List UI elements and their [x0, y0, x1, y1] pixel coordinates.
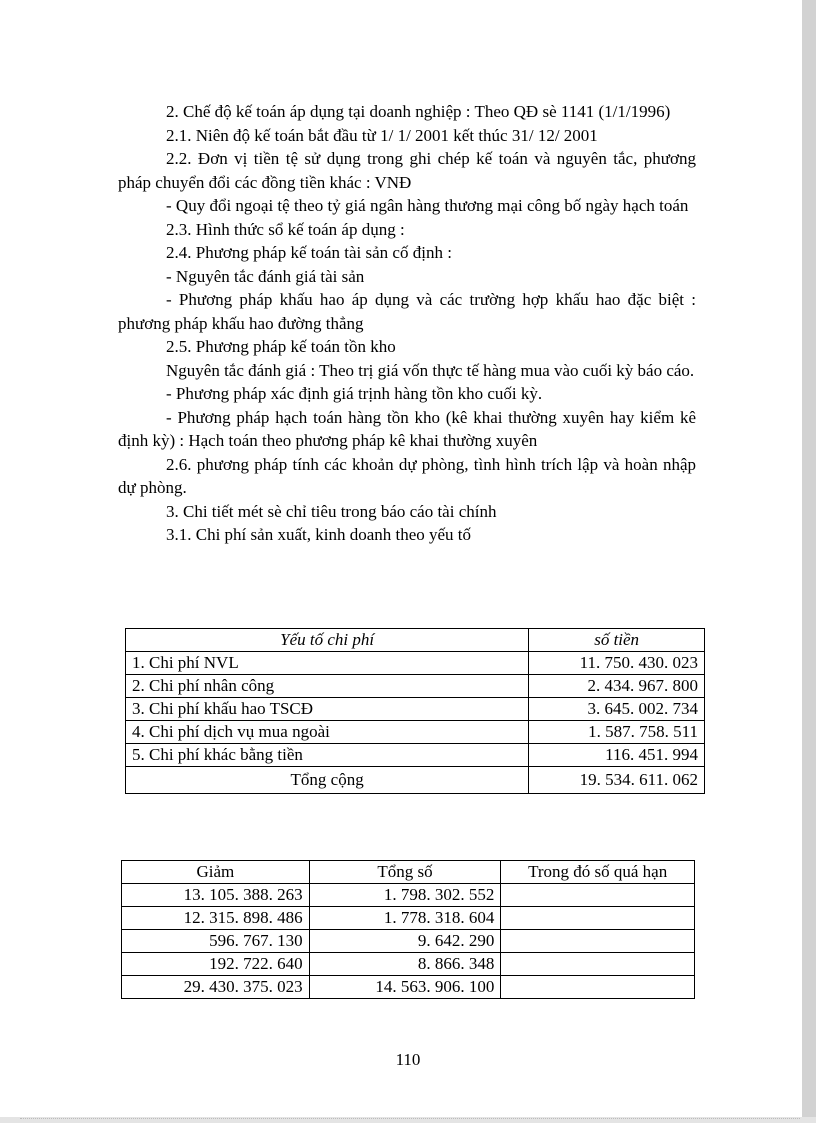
- cost-amount-cell: 116. 451. 994: [529, 744, 705, 767]
- debt-decrease-cell: 596. 767. 130: [122, 930, 310, 953]
- debt-overdue-cell: [501, 884, 695, 907]
- paragraph: 2.2. Đơn vị tiền tệ sử dụng trong ghi chép kế toán và nguyên tắc, phương pháp chuyển đổi các đồng tiền khác : VNĐ: [118, 149, 696, 192]
- debt-decrease-cell: 13. 105. 388. 263: [122, 884, 310, 907]
- paragraph: Nguyên tắc đánh giá : Theo trị giá vốn thực tế hàng mua vào cuối kỳ báo cáo.: [166, 360, 695, 380]
- cost-element-cell: 1. Chi phí NVL: [126, 652, 529, 675]
- debt-table-row: [122, 953, 695, 976]
- debt-header-overdue: Trong đó số quá hạn: [501, 861, 695, 884]
- cost-element-cell: 5. Chi phí khác bằng tiền: [126, 744, 529, 767]
- cost-element-cell: 2. Chi phí nhân công: [126, 675, 529, 698]
- page-footer-rule: [20, 1118, 800, 1119]
- debt-table-row: [122, 976, 695, 999]
- debt-overdue-cell: [501, 976, 695, 999]
- debt-total-cell: 9. 642. 290: [309, 930, 501, 953]
- paragraph: - Quy đổi ngoại tệ theo tỷ giá ngân hàng thương mại công bố ngày hạch toán: [166, 196, 689, 215]
- cost-table-row: [126, 675, 705, 698]
- cost-header-amount: số tiền: [529, 629, 705, 652]
- debt-table-header-row: [122, 861, 695, 884]
- paragraph: 2.1. Niên độ kế toán bắt đầu từ 1/ 1/ 2001 kết thúc 31/ 12/ 2001: [166, 125, 598, 145]
- paragraph: 2.6. phương pháp tính các khoản dự phòng, tình hình trích lập và hoàn nhập dự phòng.: [118, 454, 696, 497]
- paragraph: - Phương pháp xác định giá trịnh hàng tồn kho cuối kỳ.: [166, 384, 543, 403]
- debt-table-row: [122, 907, 695, 930]
- cost-by-element-table: [125, 628, 705, 794]
- paragraph: 2.3. Hình thức sổ kế toán áp dụng :: [166, 219, 405, 239]
- paragraph: - Phương pháp khấu hao áp dụng và các trường hợp khấu hao đặc biệt : phương pháp khấu hao đường thẳng: [118, 290, 696, 333]
- debt-table-row: [122, 930, 695, 953]
- debt-overdue-cell: [501, 930, 695, 953]
- page-edge-shadow: [802, 0, 816, 1123]
- debt-total-cell: 1. 778. 318. 604: [309, 907, 501, 930]
- cost-total-label: Tổng cộng: [126, 767, 529, 794]
- debt-header-decrease: Giảm: [122, 861, 310, 884]
- debt-total-cell: 8. 866. 348: [309, 953, 501, 976]
- page-number: 110: [395, 1050, 421, 1069]
- body-text: [118, 100, 696, 547]
- debt-decrease-cell: 29. 430. 375. 023: [122, 976, 310, 999]
- paragraph: 2.5. Phương pháp kế toán tồn kho: [166, 337, 396, 356]
- cost-amount-cell: 2. 434. 967. 800: [529, 675, 705, 698]
- cost-amount-cell: 1. 587. 758. 511: [529, 721, 705, 744]
- paragraph: - Phương pháp hạch toán hàng tồn kho (kê khai thường xuyên hay kiểm kê định kỳ) : Hạch toán theo phương pháp kê khai thường xuyên: [118, 407, 696, 450]
- cost-total-value: 19. 534. 611. 062: [529, 767, 705, 794]
- debt-decrease-cell: 12. 315. 898. 486: [122, 907, 310, 930]
- paragraph: - Nguyên tắc đánh giá tài sản: [166, 266, 365, 286]
- cost-table-row: [126, 721, 705, 744]
- cost-total-row: [126, 767, 705, 794]
- debt-overdue-cell: [501, 953, 695, 976]
- cost-element-cell: 4. Chi phí dịch vụ mua ngoài: [126, 721, 529, 744]
- debt-table: [121, 860, 695, 999]
- debt-total-cell: 14. 563. 906. 100: [309, 976, 501, 999]
- debt-header-total: Tổng số: [309, 861, 501, 884]
- debt-decrease-cell: 192. 722. 640: [122, 953, 310, 976]
- paragraph: 2. Chế độ kế toán áp dụng tại doanh nghiệp : Theo QĐ sè 1141 (1/1/1996): [166, 102, 671, 121]
- debt-total-cell: 1. 798. 302. 552: [309, 884, 501, 907]
- paragraph: 3. Chi tiết mét sè chỉ tiêu trong báo cáo tài chính: [166, 501, 497, 521]
- paragraph: 2.4. Phương pháp kế toán tài sản cố định :: [166, 243, 452, 262]
- cost-table-row: [126, 698, 705, 721]
- paragraph: 3.1. Chi phí sản xuất, kinh doanh theo yếu tố: [166, 525, 472, 544]
- cost-header-element: Yếu tố chi phí: [126, 629, 529, 652]
- cost-amount-cell: 11. 750. 430. 023: [529, 652, 705, 675]
- debt-table-row: [122, 884, 695, 907]
- cost-table-row: [126, 652, 705, 675]
- cost-element-cell: 3. Chi phí khấu hao TSCĐ: [126, 698, 529, 721]
- debt-overdue-cell: [501, 907, 695, 930]
- cost-table-row: [126, 744, 705, 767]
- cost-amount-cell: 3. 645. 002. 734: [529, 698, 705, 721]
- cost-table-header-row: [126, 629, 705, 652]
